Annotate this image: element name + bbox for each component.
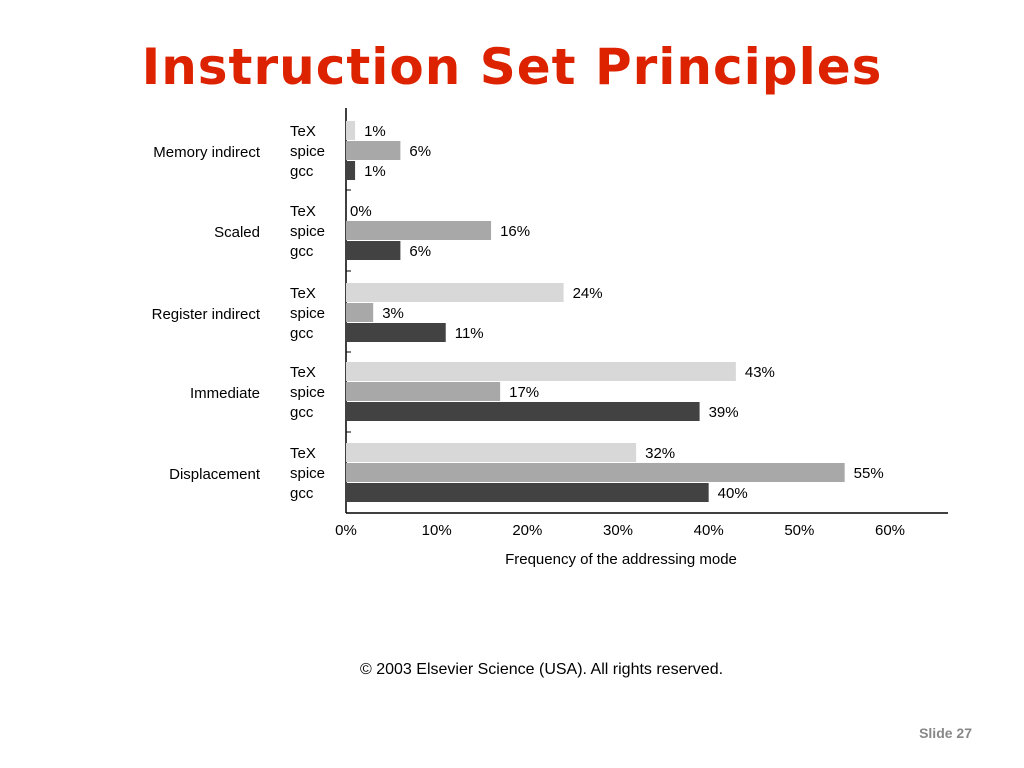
series-label-tex: TeX: [290, 123, 316, 140]
data-label: 0%: [350, 203, 372, 220]
data-label: 43%: [744, 364, 775, 381]
data-label: 1%: [364, 123, 386, 140]
data-label: 6%: [409, 243, 432, 260]
data-label: 1%: [364, 163, 386, 180]
bar-spice: [346, 221, 491, 240]
series-label-gcc: gcc: [290, 163, 314, 180]
series-label-spice: spice: [290, 143, 326, 160]
bar-tex: [346, 362, 736, 381]
series-label-spice: spice: [290, 223, 326, 240]
bar-spice: [346, 382, 500, 401]
series-label-spice: spice: [290, 384, 326, 401]
series-label-tex: TeX: [290, 285, 316, 302]
category-label: Scaled: [214, 224, 260, 241]
bar-gcc: [346, 483, 709, 502]
bar-gcc: [346, 241, 400, 260]
data-label: 39%: [708, 404, 739, 421]
series-label-tex: TeX: [290, 445, 316, 462]
x-tick-label: 20%: [512, 522, 543, 539]
x-tick-label: 0%: [335, 522, 357, 539]
data-label: 17%: [509, 384, 540, 401]
bar-spice: [346, 463, 845, 482]
series-label-gcc: gcc: [290, 243, 314, 260]
category-label: Memory indirect: [153, 144, 260, 161]
data-label: 11%: [454, 325, 484, 342]
data-label: 16%: [500, 223, 531, 240]
series-label-spice: spice: [290, 465, 326, 482]
bar-gcc: [346, 402, 700, 421]
bar-tex: [346, 121, 355, 140]
series-label-spice: spice: [290, 305, 326, 322]
bar-spice: [346, 141, 400, 160]
x-tick-label: 50%: [784, 522, 815, 539]
bar-tex: [346, 443, 636, 462]
bar-gcc: [346, 161, 355, 180]
bar-gcc: [346, 323, 446, 342]
slide-title: Instruction Set Principles: [141, 38, 883, 96]
data-label: 40%: [717, 485, 748, 502]
data-label: 32%: [645, 445, 676, 462]
data-label: 55%: [853, 465, 884, 482]
bar-spice: [346, 303, 373, 322]
x-axis-label: Frequency of the addressing mode: [505, 551, 737, 568]
x-tick-label: 30%: [602, 522, 634, 539]
copyright-notice: © 2003 Elsevier Science (USA). All rights reserved.: [360, 661, 724, 678]
category-label: Register indirect: [151, 306, 260, 323]
category-label: Immediate: [189, 385, 260, 402]
data-label: 3%: [382, 305, 404, 322]
data-label: 24%: [572, 285, 603, 302]
x-tick-label: 10%: [421, 522, 452, 539]
series-label-gcc: gcc: [290, 485, 314, 502]
bar-tex: [346, 283, 564, 302]
x-tick-label: 40%: [693, 522, 724, 539]
series-label-tex: TeX: [290, 364, 316, 381]
category-label: Displacement: [169, 466, 260, 483]
x-tick-label: 60%: [874, 522, 906, 539]
slide-number: Slide 27: [919, 725, 972, 741]
series-label-gcc: gcc: [290, 404, 314, 421]
series-label-tex: TeX: [290, 203, 316, 220]
data-label: 6%: [409, 143, 432, 160]
series-label-gcc: gcc: [290, 325, 314, 342]
